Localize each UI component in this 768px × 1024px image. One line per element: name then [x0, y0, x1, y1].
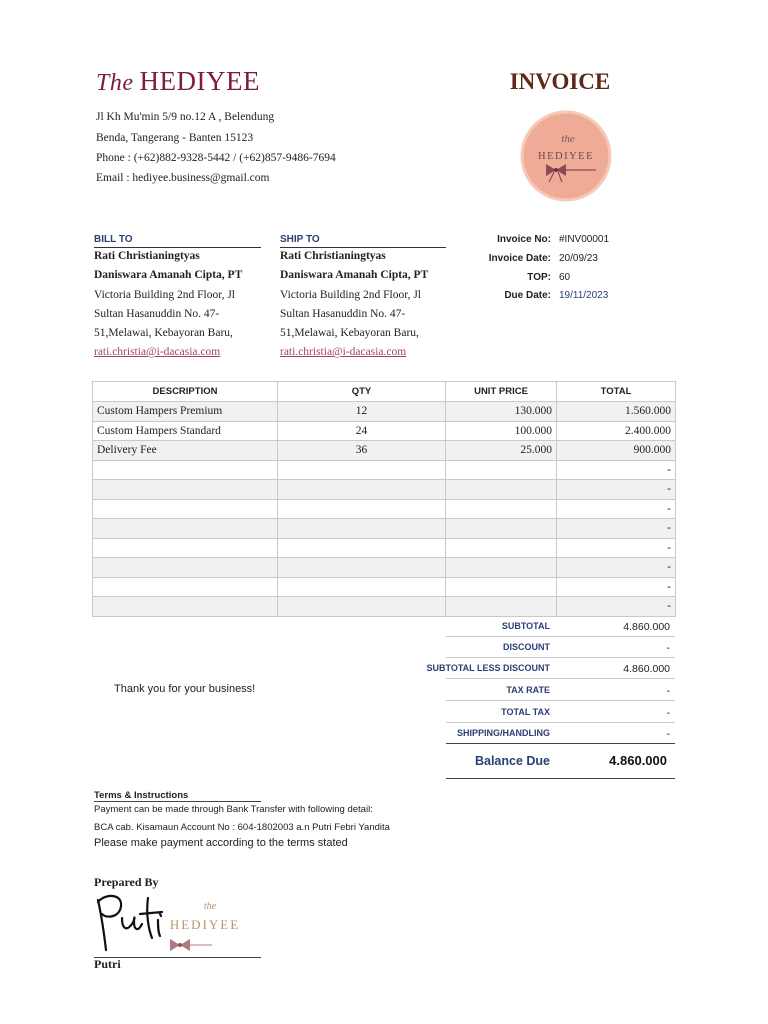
ship-to-company: Daniswara Amanah Cipta, PT [280, 269, 429, 281]
cell-description: Delivery Fee [93, 441, 278, 461]
cell-unit-price: 130.000 [446, 402, 557, 422]
company-logo [516, 106, 616, 206]
cell-unit-price [446, 577, 557, 597]
prepared-by-label: Prepared By [94, 875, 159, 889]
terms-line-2: BCA cab. Kisamaun Account No : 604-1802003 a.n Putri Febri Yandita [94, 822, 390, 833]
terms-line-1: Payment can be made through Bank Transfer with following detail: [94, 804, 373, 815]
table-row [93, 480, 676, 500]
invoice-date-value: 20/09/23 [559, 253, 598, 264]
summary-divider [446, 636, 675, 637]
bill-to-address-1: Victoria Building 2nd Floor, Jl [94, 289, 235, 301]
ship-to-address-1: Victoria Building 2nd Floor, Jl [280, 289, 421, 301]
subtotal-label: SUBTOTAL [501, 621, 550, 631]
ship-to-name: Rati Christianingtyas [280, 250, 386, 262]
balance-due-label: Balance Due [474, 754, 550, 768]
balance-bottom-divider [446, 778, 675, 779]
bill-to-email-link[interactable]: rati.christia@i-dacasia.com [94, 346, 221, 358]
cell-unit-price [446, 597, 557, 617]
stamp-script-text: the [203, 901, 217, 912]
company-phone: Phone : (+62)882-9328-5442 / (+62)857-9486-7694 [96, 152, 336, 164]
company-address-line-2: Benda, Tangerang - Banten 15123 [96, 132, 254, 144]
invoice-no-label: Invoice No: [497, 234, 551, 245]
total-tax-value: - [666, 707, 670, 719]
cell-qty: 12 [278, 402, 446, 422]
table-header-row [93, 382, 676, 402]
terms-divider [94, 801, 261, 802]
cell-total: - [557, 538, 676, 558]
subtotal-less-discount-value: 4.860.000 [623, 663, 670, 675]
table-row [93, 538, 676, 558]
discount-value: - [666, 642, 670, 654]
summary-divider [446, 700, 675, 701]
balance-top-divider [446, 743, 675, 744]
table-row [93, 460, 676, 480]
cell-description [93, 538, 278, 558]
invoice-date-label: Invoice Date: [488, 253, 551, 264]
company-address-line-1: Jl Kh Mu'min 5/9 no.12 A , Belendung [96, 111, 275, 123]
cell-unit-price [446, 519, 557, 539]
table-row [93, 441, 676, 461]
cell-qty [278, 460, 446, 480]
cell-unit-price: 100.000 [446, 421, 557, 441]
stamp-name-text: HEDIYEE [169, 917, 241, 932]
cell-total: - [557, 577, 676, 597]
due-date-label: Due Date: [504, 290, 551, 301]
cell-unit-price [446, 460, 557, 480]
bill-to-label: BILL TO [94, 234, 133, 245]
cell-unit-price [446, 538, 557, 558]
tax-rate-value: - [666, 685, 670, 697]
signer-name: Putri [94, 957, 121, 971]
ship-to-divider [280, 247, 446, 248]
cell-description [93, 597, 278, 617]
ship-to-label: SHIP TO [280, 234, 320, 245]
cell-description: Custom Hampers Premium [93, 402, 278, 422]
cell-description [93, 499, 278, 519]
subtotal-less-discount-label: SUBTOTAL LESS DISCOUNT [426, 663, 550, 673]
company-email: Email : hediyee.business@gmail.com [96, 172, 270, 184]
total-tax-label: TOTAL TAX [501, 707, 550, 717]
bill-to-name: Rati Christianingtyas [94, 250, 200, 262]
cell-total: 2.400.000 [557, 421, 676, 441]
cell-qty [278, 538, 446, 558]
top-value: 60 [559, 272, 571, 283]
balance-due-value: 4.860.000 [609, 753, 667, 768]
cell-total: - [557, 499, 676, 519]
cell-total: 1.560.000 [557, 402, 676, 422]
bill-to-divider [94, 247, 261, 248]
table-row [93, 577, 676, 597]
table-row [93, 402, 676, 422]
summary-divider [446, 722, 675, 723]
table-row [93, 499, 676, 519]
bill-to-address-2: Sultan Hasanuddin No. 47- [94, 308, 220, 320]
table-row [93, 519, 676, 539]
cell-qty: 24 [278, 421, 446, 441]
cell-unit-price [446, 558, 557, 578]
cell-description [93, 558, 278, 578]
col-header-description: DESCRIPTION [93, 382, 278, 402]
bill-to-address-3: 51,Melawai, Kebayoran Baru, [94, 327, 233, 339]
line-items-table [92, 381, 676, 617]
cell-description [93, 577, 278, 597]
shipping-handling-value: - [666, 728, 670, 740]
ribbon-bow-icon [170, 939, 212, 951]
table-row [93, 421, 676, 441]
top-label: TOP: [527, 272, 551, 283]
cell-unit-price [446, 499, 557, 519]
logo-name-text: HEDIYEE [538, 151, 594, 162]
invoice-no-value: #INV00001 [559, 234, 610, 245]
table-row [93, 597, 676, 617]
cell-total: - [557, 519, 676, 539]
terms-line-3: Please make payment according to the terms stated [94, 837, 348, 849]
cell-qty: 36 [278, 441, 446, 461]
brand-prefix: The [96, 70, 134, 96]
cell-total: - [557, 558, 676, 578]
table-row [93, 558, 676, 578]
subtotal-value: 4.860.000 [623, 621, 670, 633]
due-date-value: 19/11/2023 [559, 290, 609, 301]
tax-rate-label: TAX RATE [506, 685, 550, 695]
company-stamp [150, 895, 260, 957]
bill-to-company: Daniswara Amanah Cipta, PT [94, 269, 243, 281]
discount-label: DISCOUNT [503, 642, 550, 652]
cell-qty [278, 577, 446, 597]
ship-to-address-3: 51,Melawai, Kebayoran Baru, [280, 327, 419, 339]
cell-total: - [557, 460, 676, 480]
terms-title: Terms & Instructions [94, 790, 189, 801]
cell-description: Custom Hampers Standard [93, 421, 278, 441]
cell-qty [278, 597, 446, 617]
thank-you-note: Thank you for your business! [114, 683, 256, 695]
cell-qty [278, 480, 446, 500]
cell-description [93, 460, 278, 480]
ship-to-address-2: Sultan Hasanuddin No. 47- [280, 308, 406, 320]
cell-unit-price: 25.000 [446, 441, 557, 461]
brand-name [96, 66, 260, 97]
cell-qty [278, 558, 446, 578]
summary-divider [446, 657, 675, 658]
col-header-unit-price: UNIT PRICE [446, 382, 557, 402]
cell-description [93, 519, 278, 539]
summary-divider [446, 678, 675, 679]
cell-qty [278, 519, 446, 539]
cell-description [93, 480, 278, 500]
cell-unit-price [446, 480, 557, 500]
cell-qty [278, 499, 446, 519]
cell-total: 900.000 [557, 441, 676, 461]
ship-to-email-link[interactable]: rati.christia@i-dacasia.com [280, 346, 407, 358]
cell-total: - [557, 597, 676, 617]
invoice-title: INVOICE [509, 69, 611, 94]
brand-wordmark: HEDIYEE [139, 66, 260, 96]
logo-script-text: the [561, 133, 575, 145]
col-header-total: TOTAL [557, 382, 676, 402]
shipping-handling-label: SHIPPING/HANDLING [456, 728, 550, 738]
col-header-qty: QTY [278, 382, 446, 402]
cell-total: - [557, 480, 676, 500]
